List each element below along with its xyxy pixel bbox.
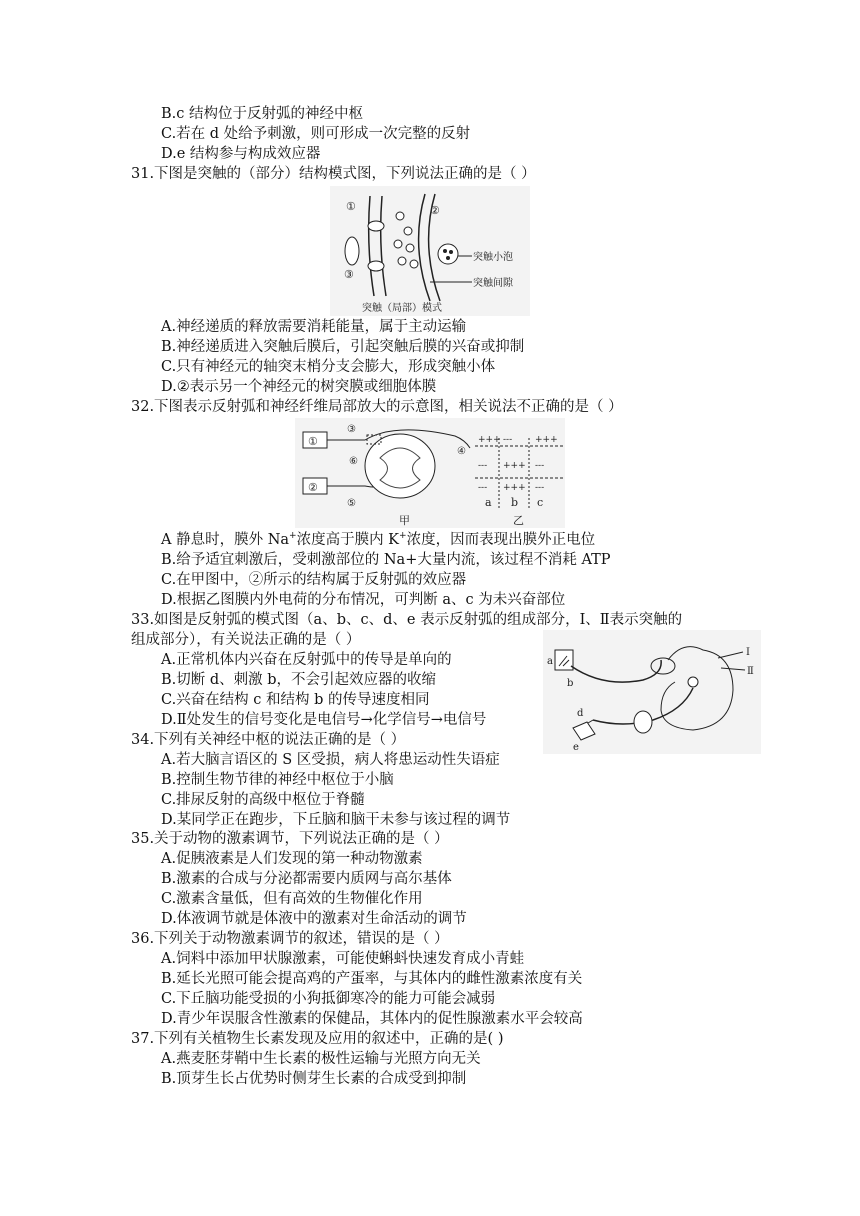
question-33: 33.如图是反射弧的模式图（a、b、c、d、e 表示反射弧的组成部分，Ⅰ、Ⅱ表示突触的 (131, 612, 683, 628)
question-33-continued: 组成部分），有关说法正确的是（ ） (131, 632, 361, 648)
option-36b: B.延长光照可能会提高鸡的产蛋率，与其体内的雌性激素浓度有关 (161, 971, 583, 987)
option-37a: A.燕麦胚芽鞘中生长素的极性运输与光照方向无关 (161, 1051, 481, 1067)
question-36: 36.下列关于动物激素调节的叙述，错误的是（ ） (131, 931, 449, 947)
figure-32-reflex-arc (295, 418, 565, 528)
option-30c: C.若在 d 处给予刺激，则可形成一次完整的反射 (161, 126, 471, 142)
label-3: ③ (344, 268, 354, 281)
option-31c: C.只有神经元的轴突末梢分支会膨大，形成突触小体 (161, 359, 496, 375)
charge-a-out: +++ (478, 435, 501, 445)
charge-a-in: --- (478, 461, 488, 471)
label-4: ④ (457, 446, 466, 457)
option-30d: D.e 结构参与构成效应器 (161, 146, 321, 162)
option-32d: D.根据乙图膜内外电荷的分布情况，可判断 a、c 为未兴奋部位 (161, 592, 566, 608)
figure-31-synapse (330, 186, 530, 316)
charge-a-in2: --- (478, 483, 488, 493)
label-II: Ⅱ (747, 666, 754, 677)
option-34c: C.排尿反射的高级中枢位于脊髓 (161, 792, 365, 808)
label-I: Ⅰ (746, 647, 750, 658)
label-e: e (573, 742, 579, 753)
label-2: ② (430, 204, 440, 217)
option-35b: B.激素的合成与分泌都需要内质网与高尔基体 (161, 871, 452, 887)
charge-b-out: --- (503, 435, 513, 445)
question-37: 37.下列有关植物生长素发现及应用的叙述中，正确的是( ) (131, 1031, 504, 1047)
label-2: ② (308, 481, 318, 494)
option-32c: C.在甲图中，②所示的结构属于反射弧的效应器 (161, 572, 467, 588)
option-36c: C.下丘脑功能受损的小狗抵御寒冷的能力可能会减弱 (161, 991, 496, 1007)
option-36a: A.饲料中添加甲状腺激素，可能使蝌蚪快速发育成小青蛙 (161, 951, 525, 967)
option-32b: B.给予适宜刺激后，受刺激部位的 Na+大量内流，该过程不消耗 ATP (161, 552, 611, 568)
label-3: ③ (347, 424, 356, 435)
question-31: 31.下图是突触的（部分）结构模式图，下列说法正确的是（ ） (131, 166, 536, 182)
figure-caption: 突触（局部）模式 (362, 303, 442, 314)
option-34b: B.控制生物节律的神经中枢位于小脑 (161, 772, 394, 788)
question-32: 32.下图表示反射弧和神经纤维局部放大的示意图，相关说法不正确的是（ ） (131, 399, 623, 415)
option-30b: B.c 结构位于反射弧的神经中枢 (161, 106, 363, 122)
charge-b-in2: +++ (503, 483, 526, 493)
label-1: ① (308, 435, 318, 448)
option-35c: C.激素含量低，但有高效的生物催化作用 (161, 891, 423, 907)
label-d: d (577, 708, 584, 719)
option-36d: D.青少年误服含性激素的保健品，其体内的促性腺激素水平会较高 (161, 1011, 583, 1027)
option-31d: D.②表示另一个神经元的树突膜或细胞体膜 (161, 379, 437, 395)
option-32a: A 静息时，膜外 Na+浓度高于膜内 K+浓度，因而表现出膜外正电位 (161, 531, 596, 548)
option-33a: A.正常机体内兴奋在反射弧中的传导是单向的 (161, 652, 452, 668)
charge-c-out: +++ (535, 435, 558, 445)
label-vesicle: 突触小泡 (473, 252, 513, 263)
option-33b: B.切断 d、刺激 b，不会引起效应器的收缩 (161, 672, 437, 688)
option-35a: A.促胰液素是人们发现的第一种动物激素 (161, 851, 423, 867)
label-jia: 甲 (399, 514, 410, 527)
charge-b-in: +++ (503, 461, 526, 471)
label-6: ⑥ (349, 456, 358, 467)
label-c: c (537, 496, 544, 509)
charge-c-in2: --- (535, 483, 545, 493)
label-b: b (511, 496, 519, 509)
option-35d: D.体液调节就是体液中的激素对生命活动的调节 (161, 911, 467, 927)
charge-c-in: --- (535, 461, 545, 471)
option-34a: A.若大脑言语区的 S 区受损，病人将患运动性失语症 (161, 752, 500, 768)
label-5: ⑤ (347, 498, 356, 509)
question-35: 35.关于动物的激素调节，下列说法正确的是（ ） (131, 831, 449, 847)
label-1: ① (346, 200, 356, 213)
label-yi: 乙 (513, 514, 524, 527)
option-33c: C.兴奋在结构 c 和结构 b 的传导速度相同 (161, 692, 430, 708)
question-34: 34.下列有关神经中枢的说法正确的是（ ） (131, 732, 406, 748)
option-31b: B.神经递质进入突触后膜后，引起突触后膜的兴奋或抑制 (161, 339, 525, 355)
option-31a: A.神经递质的释放需要消耗能量，属于主动运输 (161, 319, 467, 335)
label-a: a (547, 656, 553, 667)
label-b: b (567, 678, 574, 689)
option-33d: D.Ⅱ处发生的信号变化是电信号→化学信号→电信号 (161, 712, 487, 728)
label-a: a (485, 496, 492, 509)
figure-33-reflex-arc (543, 630, 761, 754)
option-37b: B.顶芽生长占优势时侧芽生长素的合成受到抑制 (161, 1071, 467, 1087)
option-34d: D.某同学正在跑步，下丘脑和脑干未参与该过程的调节 (161, 812, 511, 828)
label-cleft: 突触间隙 (473, 278, 513, 289)
